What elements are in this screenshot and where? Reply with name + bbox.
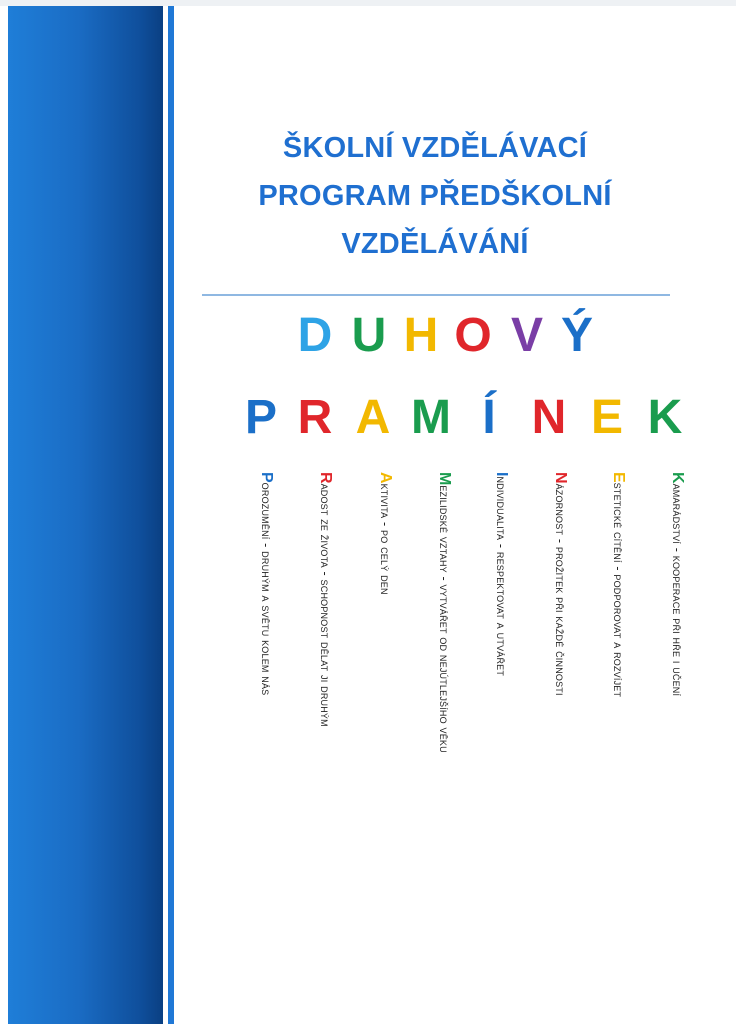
acrostic-initial: E [610,472,627,483]
acrostic-text: ndividualita - respektovat a utvářet [494,476,508,677]
name-letter: R [297,391,333,444]
school-name-word-praminek [236,388,696,448]
name-letter: H [403,309,439,362]
acrostic-initial: N [552,472,569,484]
acrostic-initial: I [493,472,510,477]
acrostic-initial: M [436,472,453,486]
name-letter: V [510,309,543,362]
acrostic-column [373,472,397,832]
acrostic-text: orozumění - druhým a světu kolem nás [259,482,273,696]
acrostic-column [665,472,689,832]
name-letter: K [647,391,683,444]
acrostic-column [313,472,337,832]
acrostic-text: ezilidské vztahy - vytvářet od nejútlejšího věku [437,485,451,753]
acrostic-text: amarádství - kooperace při hře i učení [670,483,684,697]
name-letter: Ý [560,309,593,362]
acrostic-initial: A [377,472,394,484]
acrostic-text: ázornost - prožitek při každé činnosti [553,483,567,696]
acrostic-initial: K [669,472,686,484]
acrostic-column [489,472,513,832]
acrostic-initial: R [317,472,334,484]
title-divider [202,294,670,296]
acrostic-text: ktivita - po celý den [378,483,392,595]
acrostic-text: adost ze života - schopnost dělat ji druhým [318,483,332,727]
title-line-2: PROGRAM PŘEDŠKOLNÍ [258,180,612,212]
document-title [215,124,655,268]
acrostic-text: stetické cítění - podporovat a rozvíjet [611,482,625,698]
title-line-1: ŠKOLNÍ VZDĚLÁVACÍ [282,132,588,164]
acrostic-column [432,472,456,832]
name-letter: U [351,309,387,362]
document-page [0,6,736,1024]
name-letter: N [531,391,567,444]
blue-vertical-stripe [168,6,174,1024]
name-letter: E [590,391,623,444]
name-letter: P [244,391,277,444]
acrostic-column [548,472,572,832]
name-letter: Í [482,391,496,444]
name-letter: D [297,309,333,362]
acrostic-column [606,472,630,832]
name-letter: A [355,391,391,444]
acrostic-column [254,472,278,832]
acrostic-initial: P [258,472,275,483]
name-letter: M [411,391,451,444]
name-letter: O [454,309,492,362]
title-line-3: VZDĚLÁVÁNÍ [341,228,529,260]
school-name-word-duhovy [290,306,610,366]
blue-sidebar-band [8,6,163,1024]
